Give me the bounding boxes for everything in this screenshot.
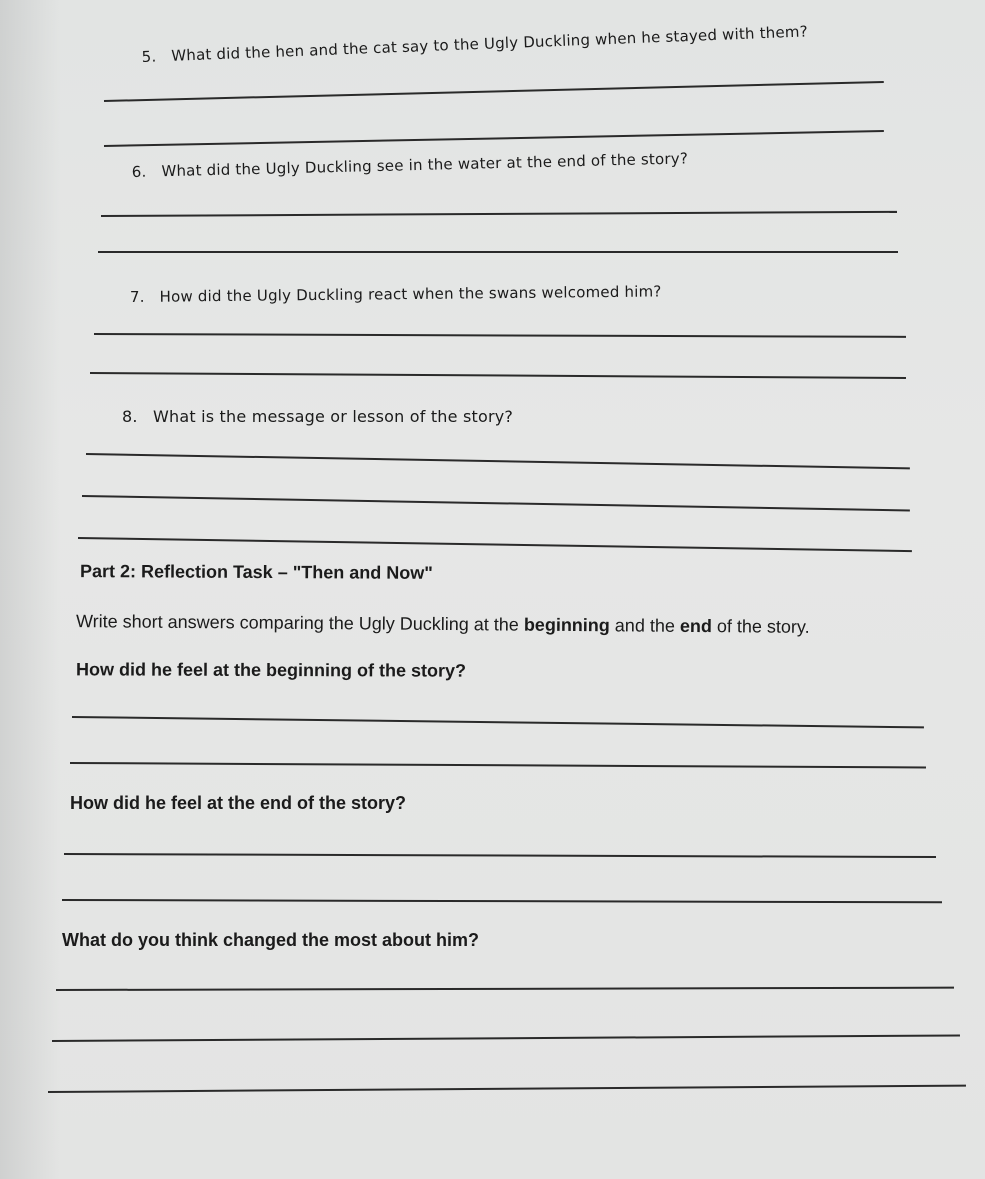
answer-line-p3c[interactable] <box>48 1085 966 1093</box>
answer-line-6a[interactable] <box>101 211 897 217</box>
question-8-text: What is the message or lesson of the story? <box>152 407 514 426</box>
question-5 <box>141 22 808 66</box>
answer-line-p2b[interactable] <box>62 899 942 903</box>
answer-line-p2a[interactable] <box>64 853 936 858</box>
question-6-text: What did the Ugly Duckling see in the water at the end of the story? <box>161 149 689 181</box>
instruction-start: Write short answers comparing the Ugly Duckling at the <box>75 611 524 635</box>
instruction-mid: and the <box>609 615 680 636</box>
part2-heading: Part 2: Reflection Task – "Then and Now" <box>79 561 433 583</box>
question-8 <box>122 407 513 426</box>
instruction-end-bold: end <box>679 615 712 637</box>
prompt-what-changed: What do you think changed the most about him? <box>62 930 479 950</box>
answer-line-8b[interactable] <box>82 495 910 511</box>
question-8-number: 8. <box>122 407 138 426</box>
answer-line-6b[interactable] <box>98 251 898 253</box>
answer-line-5b[interactable] <box>104 130 884 147</box>
answer-line-7a[interactable] <box>94 333 906 338</box>
answer-line-p1a[interactable] <box>72 716 924 728</box>
prompt-beginning-feeling: How did he feel at the beginning of the story? <box>75 659 467 681</box>
prompt-end-feeling: How did he feel at the end of the story? <box>70 793 407 813</box>
question-7-text: How did the Ugly Duckling react when the swans welcomed him? <box>159 282 662 306</box>
page-shadow <box>0 0 60 1179</box>
part2-instruction <box>76 611 810 638</box>
answer-line-8c[interactable] <box>78 537 912 552</box>
instruction-beginning-bold: beginning <box>523 614 610 636</box>
instruction-tail: of the story. <box>711 616 810 637</box>
question-6-number: 6. <box>131 162 147 181</box>
question-6 <box>132 149 689 181</box>
answer-line-8a[interactable] <box>86 453 910 469</box>
question-7-number: 7. <box>129 287 145 306</box>
answer-line-p3a[interactable] <box>56 987 954 991</box>
answer-line-5a[interactable] <box>104 81 884 102</box>
answer-line-7b[interactable] <box>90 372 906 379</box>
answer-line-p1b[interactable] <box>70 762 926 768</box>
question-5-number: 5. <box>141 47 157 66</box>
question-5-text: What did the hen and the cat say to the Ugly Duckling when he stayed with them? <box>170 22 809 65</box>
answer-line-p3b[interactable] <box>52 1034 960 1042</box>
question-7 <box>130 282 662 306</box>
